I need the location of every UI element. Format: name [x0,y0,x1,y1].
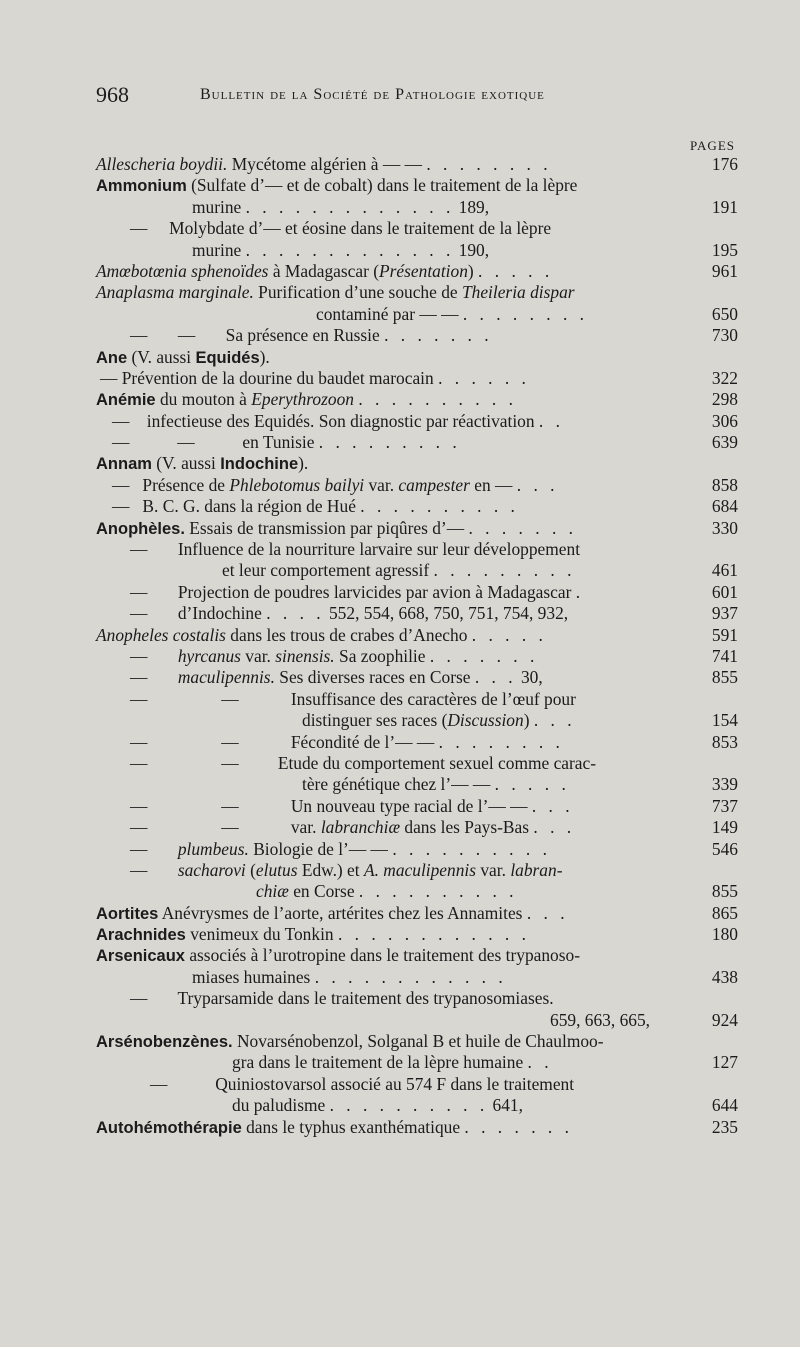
index-entry [0,539,800,560]
entry-text: murine . . . . . . . . . . . . . 190, [192,239,490,260]
entry-text: Allescheria boydii. Mycétome algérien à — — . . . . . . . . [96,154,552,174]
entry-text: — plumbeus. Biologie de l’— — . . . . . . . . . . [130,838,551,859]
entry-text: — Molybdate d’— et éosine dans le traitement de la lèpre [130,218,552,239]
index-entry [0,667,800,688]
entry-text: gra dans le traitement de la lèpre humaine . . [232,1052,553,1073]
entry-text: du paludisme . . . . . . . . . . 641, [232,1095,523,1116]
entry-text: murine . . . . . . . . . . . . . 189, [192,196,490,217]
index-entry [0,325,800,346]
index-entry [0,218,800,239]
index-entry [0,1052,800,1073]
entry-page-number: 855 [711,881,738,902]
index-entry [0,988,800,1009]
entry-page-number: 235 [711,1116,738,1137]
entry-text: — Influence de la nourriture larvaire sur leur développement [130,539,581,560]
entry-page-number: 961 [711,260,738,281]
entry-page-number: 546 [711,838,738,859]
entry-page-number: 937 [711,603,738,624]
entry-text: — — Sa présence en Russie . . . . . . . [130,325,493,346]
entry-page-number: 644 [711,1095,738,1116]
entry-text: Ane (V. aussi Equidés). [96,346,270,367]
entry-text: Amœbotœnia sphenoïdes à Madagascar (Présentation) . . . . . [96,260,554,281]
index-entry [0,646,800,667]
entry-page-number: 461 [711,560,738,581]
index-entry [0,432,800,453]
entry-text: — Présence de Phlebotomus bailyi var. campester en — . . . [112,474,559,495]
index-entry [0,518,800,539]
entry-text: — B. C. G. dans la région de Hué . . . . . . . . . . [112,496,519,517]
entry-text: — d’Indochine . . . . 552, 554, 668, 750, 751, 754, 932, [130,603,569,624]
index-entry [0,154,800,175]
index-entry [0,304,800,325]
index-entry [0,796,800,817]
index-entry [0,1074,800,1095]
entry-page-number: 741 [711,645,738,666]
entry-page-number: 853 [711,731,738,752]
entry-text: — maculipennis. Ses diverses races en Corse . . . 30, [130,667,543,688]
index-entry [0,945,800,966]
page-number: 968 [96,82,129,107]
entry-page-number: 650 [711,303,738,324]
entry-text: Anémie du mouton à Eperythrozoon . . . . . . . . . . [96,389,517,410]
entry-page-number: 306 [711,410,738,431]
entry-page-number: 322 [711,367,738,388]
entry-text: Arachnides venimeux du Tonkin . . . . . . . . . . . . [96,924,530,945]
entry-text: tère génétique chez l’— — . . . . . [302,774,570,795]
entry-text: — — Fécondité de l’— — . . . . . . . . [130,731,564,752]
entry-text: — — Un nouveau type racial de l’— — . . . [130,795,574,816]
entry-text: — — Insuffisance des caractères de l’œuf pour [130,688,576,709]
index-entry [0,710,800,731]
index-entry [0,1010,800,1031]
entry-text: miases humaines . . . . . . . . . . . . [192,966,507,987]
entry-text: chiæ en Corse . . . . . . . . . . [256,881,518,902]
index-entry [0,817,800,838]
entry-text: — Quiniostovarsol associé au 574 F dans le traitement [150,1073,575,1094]
entry-page-number: 865 [711,902,738,923]
index-entry [0,582,800,603]
entry-text: Anophèles. Essais de transmission par piqûres d’— . . . . . . . [96,517,577,538]
entry-page-number: 601 [711,581,738,602]
index-entries [0,154,800,1138]
entry-page-number: 330 [711,517,738,538]
entry-page-number: 191 [711,196,738,217]
entry-text: Autohémothérapie dans le typhus exanthématique . . . . . . . [96,1116,573,1137]
index-entry [0,732,800,753]
index-entry [0,625,800,646]
index-entry [0,1095,800,1116]
entry-text: — Projection de poudres larvicides par avion à Madagascar . [130,581,585,602]
index-entry [0,860,800,881]
entry-page-number: 339 [711,774,738,795]
index-entry [0,175,800,196]
entry-text: — sacharovi (elutus Edw.) et A. maculipennis var. labran- [130,859,563,880]
index-entry [0,967,800,988]
index-entry [0,753,800,774]
index-entry [0,774,800,795]
entry-text: Ammonium (Sulfate d’— et de cobalt) dans le traitement de la lèpre [96,175,578,196]
entry-page-number: 924 [711,1009,738,1030]
entry-page-number: 195 [711,239,738,260]
entry-text: Annam (V. aussi Indochine). [96,453,309,474]
index-entry [0,475,800,496]
index-entry [0,1117,800,1138]
index-entry [0,603,800,624]
entry-page-number: 730 [711,325,738,346]
index-entry [0,389,800,410]
entry-text: Arsenicaux associés à l’urotropine dans le traitement des trypanoso- [96,945,581,966]
entry-text: Anaplasma marginale. Purification d’une souche de Theileria dispar [96,282,575,303]
index-entry [0,689,800,710]
index-entry [0,903,800,924]
entry-page-number: 591 [711,624,738,645]
index-entry [0,368,800,389]
entry-text: — infectieuse des Equidés. Son diagnostic par réactivation . . [112,410,564,431]
entry-page-number: 858 [711,474,738,495]
entry-text: — — Etude du comportement sexuel comme carac- [130,752,597,773]
entry-text: — — var. labranchiæ dans les Pays-Bas . . . [130,817,576,838]
index-entry [0,924,800,945]
entry-page-number: 298 [711,389,738,410]
entry-page-number: 737 [711,795,738,816]
entry-page-number: 639 [711,432,738,453]
entry-text: — hyrcanus var. sinensis. Sa zoophilie . . . . . . . [130,645,539,666]
index-entry [0,347,800,368]
index-entry [0,496,800,517]
entry-text: — Prévention de la dourine du baudet marocain . . . . . . [100,367,530,388]
index-entry [0,1031,800,1052]
entry-page-number: 149 [711,817,738,838]
entry-text: Arsénobenzènes. Novarsénobenzol, Solganal B et huile de Chaulmoo- [96,1031,604,1052]
index-entry [0,560,800,581]
index-entry [0,197,800,218]
index-entry [0,261,800,282]
entry-page-number: 176 [711,154,738,174]
index-entry [0,839,800,860]
index-entry [0,411,800,432]
index-entry [0,240,800,261]
entry-text: 659, 663, 665, [550,1009,650,1030]
entry-text: — — en Tunisie . . . . . . . . . [112,432,461,453]
page-header [96,82,656,114]
running-title: Bulletin de la Société de Pathologie exotique [200,86,545,103]
entry-page-number: 127 [711,1052,738,1073]
entry-page-number: 180 [711,924,738,945]
entry-text: contaminé par — — . . . . . . . . [316,303,589,324]
index-entry [0,282,800,303]
entry-text: Aortites Anévrysmes de l’aorte, artérites chez les Annamites . . . [96,902,569,923]
pages-column-label: PAGES [690,138,735,153]
entry-page-number: 684 [711,496,738,517]
entry-text: distinguer ses races (Discussion) . . . [302,710,576,731]
entry-text: Anopheles costalis dans les trous de crabes d’Anecho . . . . . [96,624,547,645]
index-entry [0,453,800,474]
entry-text: — Tryparsamide dans le traitement des trypanosomiases. [130,988,554,1009]
entry-page-number: 154 [711,710,738,731]
entry-page-number: 438 [711,966,738,987]
entry-page-number: 855 [711,667,738,688]
entry-text: et leur comportement agressif . . . . . . . . . [222,560,576,581]
index-entry [0,881,800,902]
